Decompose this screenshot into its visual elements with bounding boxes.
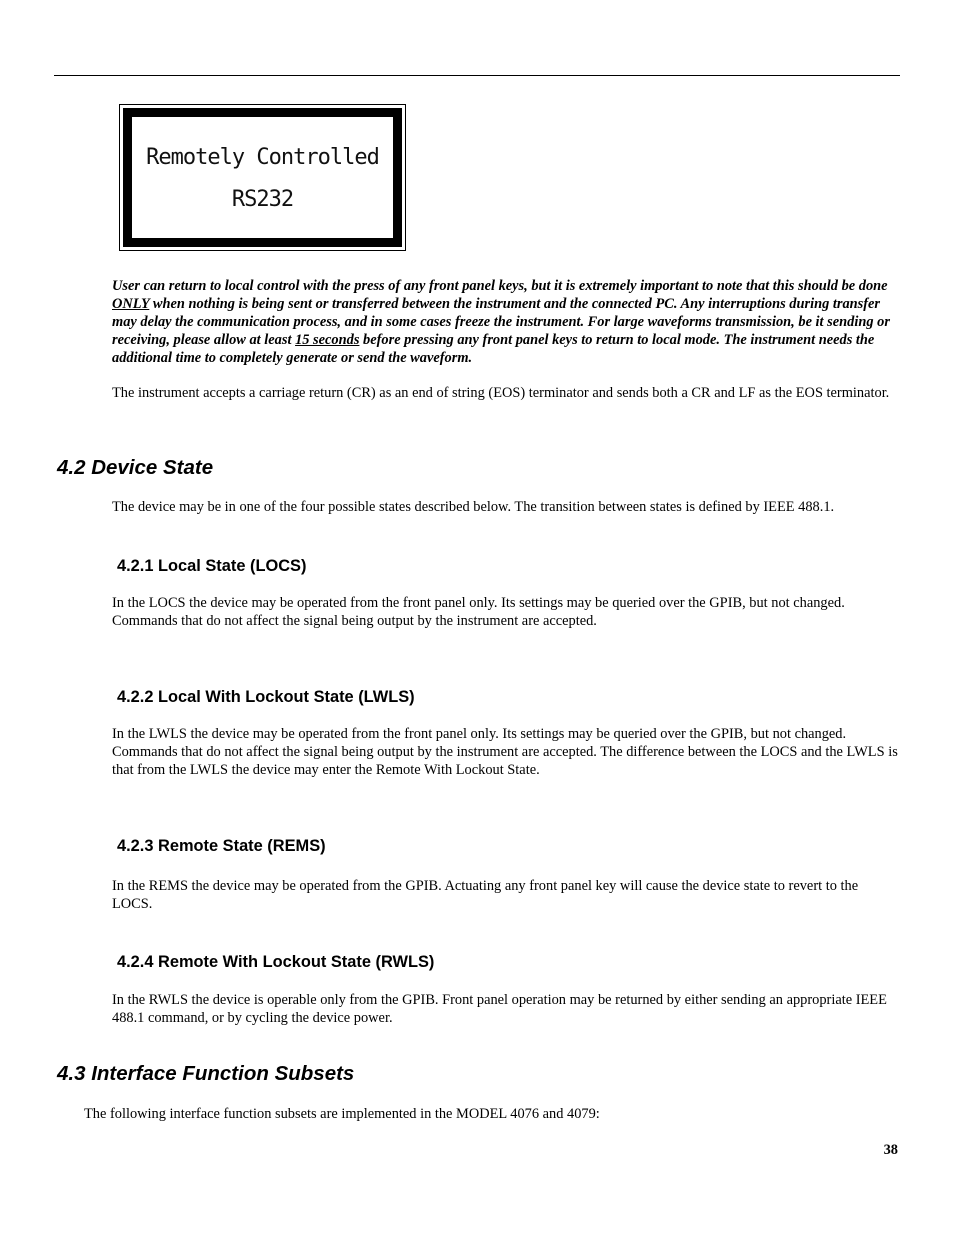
lcd-frame [123, 108, 402, 247]
body-4-2-1: In the LOCS the device may be operated from the front panel only. Its settings may be queried over the GPIB, but not changed. Commands that do not affect the signal being output by the instrument are accepted. [112, 595, 845, 629]
lcd-display-image [119, 104, 406, 251]
lcd-line-2: RS232 [231, 187, 294, 212]
lcd-line-1: Remotely Controlled [146, 145, 379, 170]
warning-text-2: when nothing is being sent or transferred between the instrument and the connected PC. Any interruptions during transfer may delay the communication process, and in some cases freeze the instrument. For large waveforms transmission, be it sending or receiving, please allow at least [112, 296, 890, 348]
warning-paragraph [112, 277, 898, 367]
warning-only-emphasis: ONLY [112, 296, 150, 312]
heading-4-2: 4.2 Device State [57, 456, 214, 479]
heading-4-2-4: 4.2.4 Remote With Lockout State (RWLS) [117, 953, 435, 971]
eos-paragraph: The instrument accepts a carriage return (CR) as an end of string (EOS) terminator and sends both a CR and LF as the EOS terminator. [112, 385, 890, 401]
warning-text-3: before pressing any front panel keys to return to local mode. The instrument needs the additional time to completely generate or send the waveform. [112, 332, 875, 366]
heading-4-2-2: 4.2.2 Local With Lockout State (LWLS) [117, 688, 415, 706]
body-4-2-2: In the LWLS the device may be operated from the front panel only. Its settings may be queried over the GPIB, but not changed. Commands that do not affect the signal being output by the instrument are accepted. The difference between the LOCS and the LWLS is that from the LWLS the device may enter the Remote With Lockout State. [112, 726, 898, 778]
warning-text-1: User can return to local control with the press of any front panel keys, but it is extremely important to note that this should be done [112, 278, 888, 294]
heading-4-3: 4.3 Interface Function Subsets [57, 1062, 355, 1085]
heading-4-2-3: 4.2.3 Remote State (REMS) [117, 837, 326, 855]
warning-seconds-emphasis: 15 seconds [295, 332, 360, 348]
heading-4-2-1: 4.2.1 Local State (LOCS) [117, 557, 307, 575]
page-number: 38 [883, 1142, 898, 1158]
body-4-3: The following interface function subsets are implemented in the MODEL 4076 and 4079: [84, 1106, 600, 1122]
body-4-2-4: In the RWLS the device is operable only from the GPIB. Front panel operation may be returned by either sending an appropriate IEEE 488.1 command, or by cycling the device power. [112, 992, 887, 1026]
body-4-2-3: In the REMS the device may be operated from the GPIB. Actuating any front panel key will cause the device state to revert to the LOCS. [112, 878, 859, 912]
body-4-2: The device may be in one of the four possible states described below. The transition between states is defined by IEEE 488.1. [112, 499, 835, 515]
header-rule [54, 75, 900, 76]
